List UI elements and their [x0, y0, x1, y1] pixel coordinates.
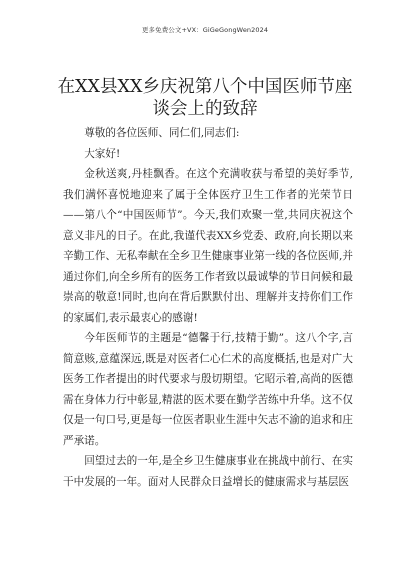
salutation-paragraph: 尊敬的各位医师、同仁们,同志们: [84, 127, 240, 139]
page-title: 在XX县XX乡庆祝第八个中国医师节座谈会上的致辞 [57, 77, 353, 119]
greeting-paragraph: 大家好! [84, 147, 121, 160]
body-paragraph: 金秋送爽,丹桂飘香。在这个充满收获与希望的美好季节,我们满怀喜悦地迎来了属于全体医疗卫生工作者的光荣节日——第八个“中国医师节”。今天,我们欢聚一堂,共同庆祝这个意义非凡的日子。在此,我谨代表XX乡党委、政府,向长期以来辛勤工作、无私奉献在全乡卫生健康事业第一线的各位医师,并通过你们,向全乡所有的医务工作者致以最诚挚的节日问候和最崇高的敬意!同时,也向在背后默默付出、理解并支持你们工作的家属们,表示最衷心的感谢! [63, 168, 353, 324]
body-paragraph: 今年医师节的主题是“德馨于行,技精于勤”。这八个字,言简意赅,意蕴深远,既是对医者仁心仁术的高度概括,也是对广大医务工作者提出的时代要求与殷切期望。它昭示着,高尚的医德需在身体力行中彰显,精湛的医术要在勤学苦练中升华。这不仅仅是一句口号,更是每一位医者职业生涯中矢志不渝的追求和庄严承诺。 [63, 332, 353, 447]
document-body [63, 123, 353, 492]
body-paragraph: 回望过去的一年,是全乡卫生健康事业在挑战中前行、在实干中发展的一年。面对人民群众日益增长的健康需求与基层医 [63, 455, 353, 488]
header-note: 更多免费公文+VX：GiGeGongWen2024 [141, 26, 269, 34]
